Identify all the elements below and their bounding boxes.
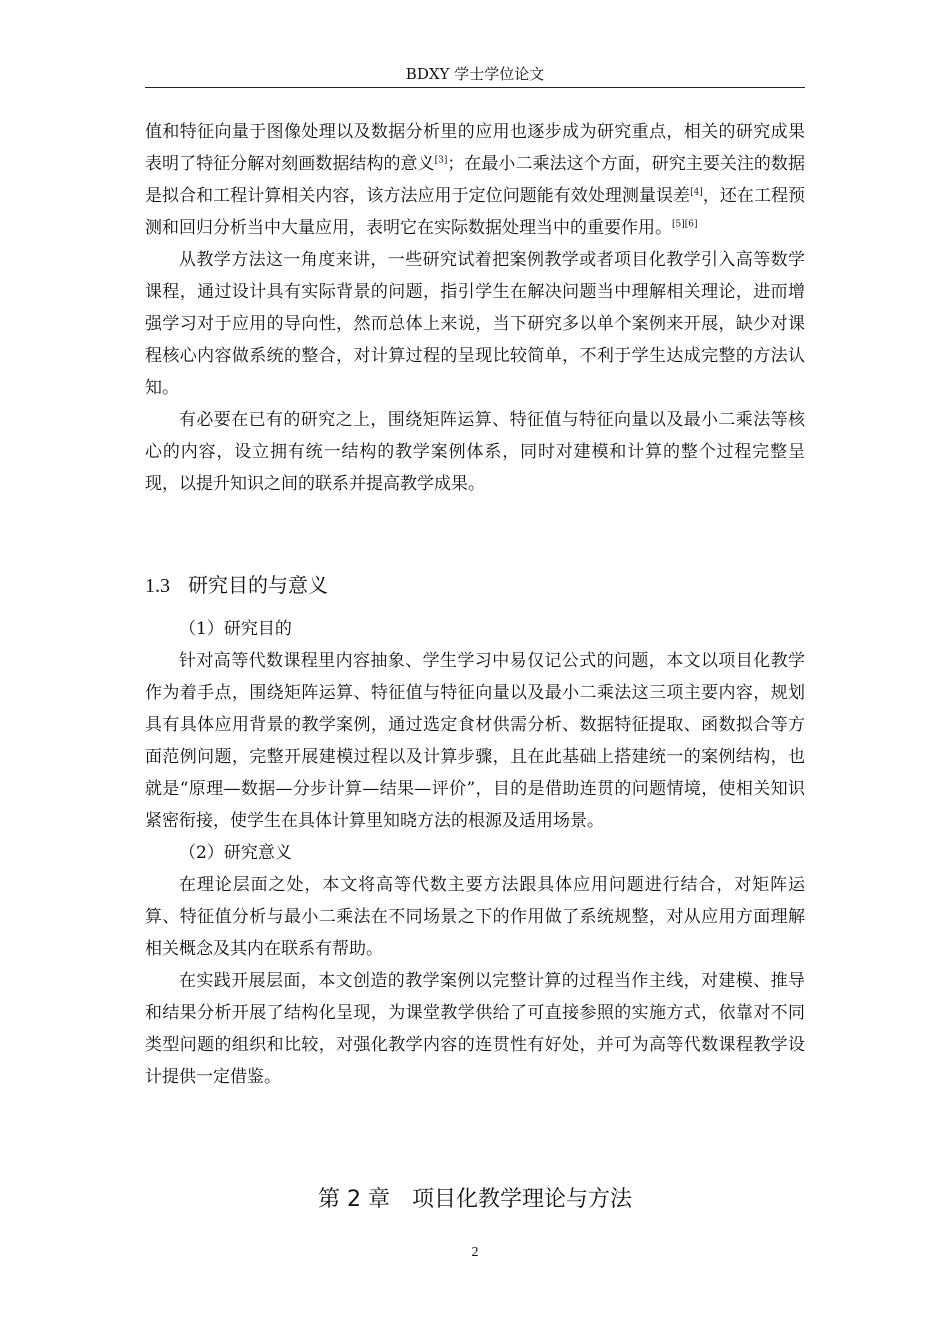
paragraph-1 xyxy=(145,116,805,244)
paragraph-4: 针对高等代数课程里内容抽象、学生学习中易仅记公式的问题，本文以项目化教学作为着手点，围绕矩阵运算、特征值与特征向量以及最小二乘法这三项主要内容，规划具有具体应用背景的教学案例，通过选定食材供需分析、数据特征提取、函数拟合等方面范例问题，完整开展建模过程以及计算步骤，且在此基础上搭建统一的案例结构，也就是“原理—数据—分步计算—结果—评价”，目的是借助连贯的问题情境，使相关知识紧密衔接，使学生在具体计算里知晓方法的根源及适用场景。 xyxy=(145,651,805,831)
subheading-purpose: （1）研究目的 xyxy=(179,619,292,639)
paragraph-1-part-b: ；在最小二乘法这个方面，研究主要关注的数据是拟合和工程计算相关内容，该方法应用于定位问题能有效处理测量误差 xyxy=(145,154,806,206)
section-title: 研究目的与意义 xyxy=(188,573,328,597)
chapter-heading xyxy=(0,1184,950,1216)
body-text-section xyxy=(145,613,805,1093)
paragraph-1-part-c: ，还在工程预测和回归分析当中大量应用，表明它在实际数据处理当中的重要作用。 xyxy=(145,186,806,238)
paragraph-6: 在实践开展层面，本文创造的教学案例以完整计算的过程当作主线，对建模、推导和结果分析开展了结构化呈现，为课堂教学供给了可直接参照的实施方式，依靠对不同类型问题的组织和比较，对强化教学内容的连贯性有好处，并可为高等代数课程教学设计提供一定借鉴。 xyxy=(145,971,805,1087)
paragraph-5: 在理论层面之处，本文将高等代数主要方法跟具体应用问题进行结合，对矩阵运算、特征值分析与最小二乘法在不同场景之下的作用做了系统规整，对从应用方面理解相关概念及其内在联系有帮助。 xyxy=(145,875,805,959)
running-header: BDXY 学士学位论文 xyxy=(145,64,805,88)
section-number: 1.3 xyxy=(145,575,170,597)
paragraph-3: 有必要在已有的研究之上，围绕矩阵运算、特征值与特征向量以及最小二乘法等核心的内容，设立拥有统一结构的教学案例体系，同时对建模和计算的整个过程完整呈现，以提升知识之间的联系并提高教学成果。 xyxy=(145,410,805,494)
paragraph-2: 从教学方法这一角度来讲，一些研究试着把案例教学或者项目化教学引入高等数学课程，通过设计具有实际背景的问题，指引学生在解决问题当中理解相关理论，进而增强学习对于应用的导向性，然而总体上来说，当下研究多以单个案例来开展，缺少对课程核心内容做系统的整合，对计算过程的呈现比较简单，不利于学生达成完整的方法认知。 xyxy=(145,250,805,398)
page-number: 2 xyxy=(471,1245,479,1260)
subheading-significance: （2）研究意义 xyxy=(179,843,292,863)
section-heading xyxy=(145,569,328,602)
citation-4: [4] xyxy=(690,187,703,198)
body-text-top xyxy=(145,116,805,500)
citation-5-6: [5][6] xyxy=(672,219,698,230)
chapter-number: 第 2 章 xyxy=(318,1187,390,1212)
chapter-title: 项目化教学理论与方法 xyxy=(411,1187,632,1212)
paragraph-1-part-a: 值和特征向量于图像处理以及数据分析里的应用也逐步成为研究重点，相关的研究成果表明了特征分解对刻画数据结构的意义 xyxy=(145,122,805,174)
citation-3: [3] xyxy=(434,155,448,166)
